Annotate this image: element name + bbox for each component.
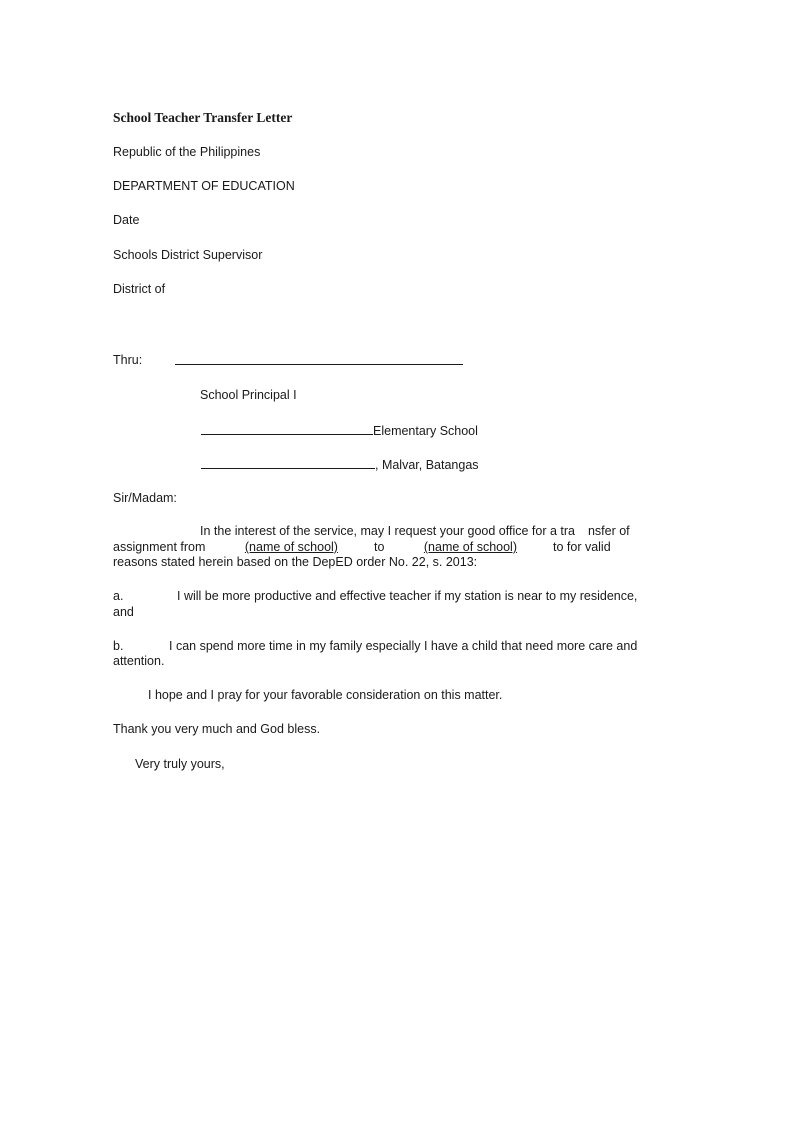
reason-a-text: I will be more productive and effective teacher if my station is near to my residence,: [177, 589, 638, 603]
reason-b-cont: attention.: [113, 654, 165, 668]
date-label: Date: [113, 213, 140, 227]
body-intro-part2: nsfer of: [587, 524, 630, 538]
body-line-2: [113, 539, 611, 555]
school-name-blank: [201, 421, 373, 435]
salutation: Sir/Madam:: [113, 491, 177, 505]
to-word: to: [373, 540, 388, 554]
principal-line: School Principal I: [200, 388, 297, 402]
hope-line: I hope and I pray for your favorable consideration on this matter.: [148, 688, 503, 702]
closing-line: Very truly yours,: [135, 757, 225, 771]
to-school-placeholder: (name of school): [423, 540, 517, 554]
assignment-from-text: assignment from: [113, 540, 209, 554]
body-line-3: reasons stated herein based on the DepED order No. 22, s. 2013:: [113, 555, 478, 569]
reason-a-cont: and: [113, 605, 134, 619]
school-line: [201, 421, 478, 439]
reason-b-text: I can spend more time in my family especially I have a child that need more care and: [169, 639, 638, 653]
thru-label: Thru:: [113, 353, 143, 367]
body-line-1: [200, 523, 630, 539]
location-line: [201, 455, 479, 473]
letter-title: School Teacher Transfer Letter: [113, 110, 293, 125]
from-school-field: [209, 540, 374, 554]
location-blank: [201, 455, 375, 469]
body-intro-part1: In the interest of the service, may I request your good office for a tra: [200, 524, 575, 538]
department-line: DEPARTMENT OF EDUCATION: [113, 179, 295, 193]
reason-b-marker: b.: [113, 639, 124, 653]
to-valid-text: to for valid: [553, 540, 611, 554]
thru-blank: [175, 351, 463, 365]
thru-line: [113, 352, 142, 368]
reason-a-marker: a.: [113, 589, 124, 603]
district-line: District of: [113, 282, 166, 296]
location-suffix: , Malvar, Batangas: [375, 458, 479, 472]
school-suffix: Elementary School: [373, 424, 478, 438]
from-school-placeholder: (name of school): [244, 540, 338, 554]
to-school-field: [388, 540, 553, 554]
addressee-line: Schools District Supervisor: [113, 248, 263, 262]
republic-line: Republic of the Philippines: [113, 145, 261, 159]
thanks-line: Thank you very much and God bless.: [113, 722, 321, 736]
